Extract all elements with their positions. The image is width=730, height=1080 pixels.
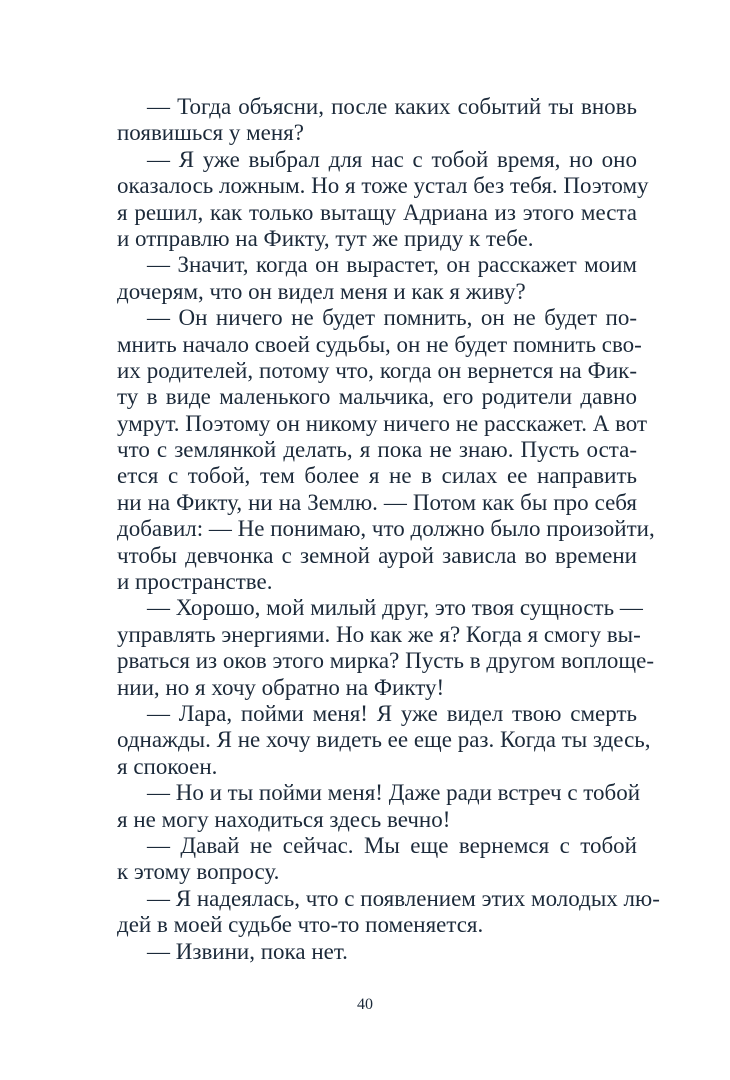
text-line: рваться из оков этого мирка? Пусть в другом воплоще- xyxy=(117,648,655,674)
text-line: ни на Фикту, ни на Землю. — Потом как бы про себя xyxy=(117,489,637,515)
text-line: управлять энергиями. Но как же я? Когда я смогу вы- xyxy=(117,621,641,647)
text-line: — Тогда объясни, после каких событий ты вновь xyxy=(147,94,637,119)
text-line: дочерям, что он видел меня и как я живу? xyxy=(117,278,526,304)
text-line: я не могу находиться здесь вечно! xyxy=(117,806,451,832)
text-line: — Хорошо, мой милый друг, это твоя сущность — xyxy=(147,595,643,621)
text-line: — Но и ты пойми меня! Даже ради встреч с тобой xyxy=(147,780,641,806)
text-line: мнить начало своей судьбы, он не будет помнить сво- xyxy=(117,331,642,357)
body-text xyxy=(117,94,660,965)
text-line: — Я уже выбрал для нас с тобой время, но оно xyxy=(147,146,637,172)
text-line: — Извини, пока нет. xyxy=(147,938,348,964)
text-line: — Значит, когда он вырастет, он расскажет моим xyxy=(147,252,637,278)
text-line: — Я надеялась, что с появлением этих молодых лю- xyxy=(147,885,660,911)
text-line: — Лара, пойми меня! Я уже видел твою смерть xyxy=(147,700,637,726)
text-line: дей в моей судьбе что-то поменяется. xyxy=(117,912,484,938)
text-line: и отправлю на Фикту, тут же приду к тебе. xyxy=(117,225,534,251)
text-line: я решил, как только вытащу Адриана из этого места xyxy=(117,199,637,225)
text-line: я спокоен. xyxy=(117,753,218,779)
text-line: чтобы девчонка с земной аурой зависла во времени xyxy=(117,542,637,568)
text-line: однажды. Я не хочу видеть ее еще раз. Когда ты здесь, xyxy=(117,727,651,753)
text-line: ту в виде маленького мальчика, его родители давно xyxy=(117,384,637,410)
text-line: умрут. Поэтому он никому ничего не расскажет. А вот xyxy=(117,410,648,436)
text-line: нии, но я хочу обратно на Фикту! xyxy=(117,674,445,700)
text-line: добавил: — Не понимаю, что должно было произойти, xyxy=(117,516,655,542)
text-line: их родителей, потому что, когда он вернется на Фик- xyxy=(117,357,637,383)
text-line: и пространстве. xyxy=(117,569,273,595)
text-line: — Он ничего не будет помнить, он не будет по- xyxy=(147,305,637,331)
page-number: 40 xyxy=(357,996,373,1013)
text-line: что с землянкой делать, я пока не знаю. Пусть оста- xyxy=(117,437,637,463)
text-line: — Давай не сейчас. Мы еще вернемся с тобой xyxy=(147,832,637,858)
text-line: оказалось ложным. Но я тоже устал без тебя. Поэтому xyxy=(117,173,649,199)
text-line: ется с тобой, тем более я не в силах ее направить xyxy=(117,463,637,489)
text-line: к этому вопросу. xyxy=(117,859,280,885)
text-line: появишься у меня? xyxy=(117,120,304,146)
